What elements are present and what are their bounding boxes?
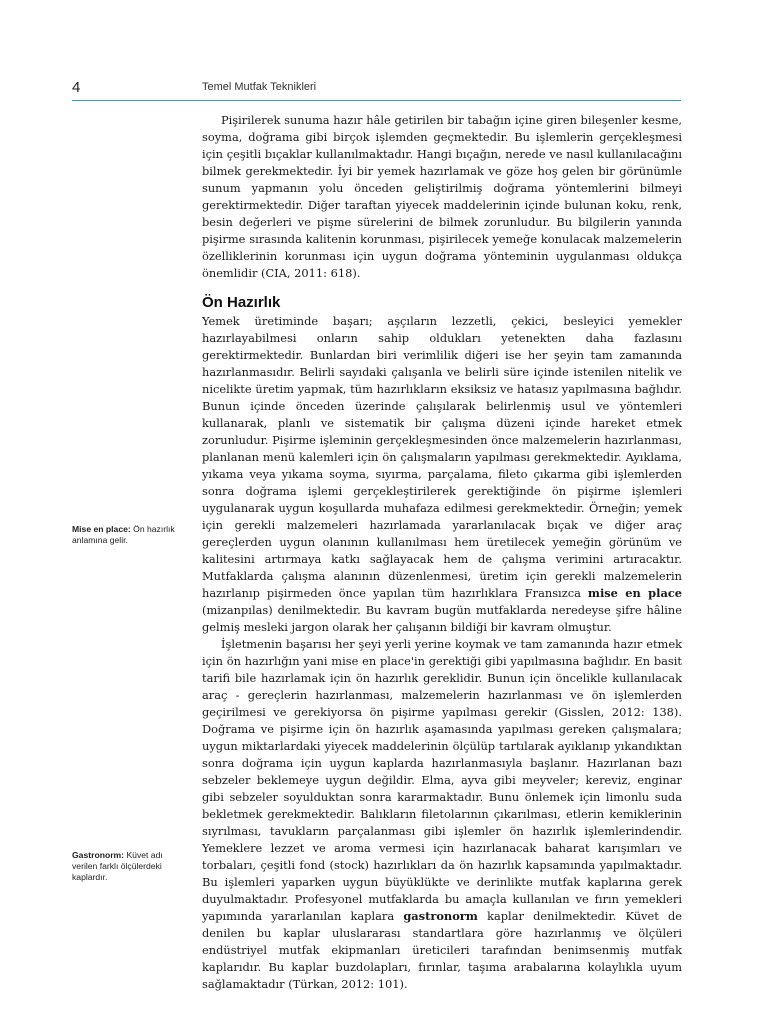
page-number: 4 xyxy=(72,79,81,96)
sidenote-text: Ön hazırlık anlamına gelir. xyxy=(72,524,175,545)
header-rule xyxy=(72,100,681,101)
sidenote-gastronorm xyxy=(72,850,177,883)
sidenote-mise-en-place xyxy=(72,524,177,546)
paragraph-text: kaplar denilmektedir. Küvet de denilen bu kaplar uluslararası standartlara göre hazırlanmış ve ölçüleri endüstriyel mutfak ekipmanları üreticileri tarafından benimsenmiş mutfak kaplarıdır. Bu kaplar buzdolapları, fırınlar, taşıma arabalarına kolaylıkla uyum sağlamaktadır (Türkan, 2012: 101). xyxy=(202,909,683,991)
term-gastronorm: gastronorm xyxy=(403,909,478,923)
paragraph-text: (mizanpılas) denilmektedir. Bu kavram bugün mutfaklarda neredeyse şifre hâline gelmiş mesleki jargon olarak her çalışanın bildiği bir kavram olmuştur. xyxy=(202,603,682,634)
running-title: Temel Mutfak Teknikleri xyxy=(202,81,317,93)
term-mise-en-place: mise en place xyxy=(587,586,683,600)
sidenote-text: Küvet adı verilen farklı ölçülerdeki kaplardır. xyxy=(72,850,163,882)
section-paragraph-2 xyxy=(202,636,682,993)
section-heading: Ön Hazırlık xyxy=(202,294,281,311)
paragraph-text: Yemek üretiminde başarı; aşçıların lezzetli, çekici, besleyici yemekler hazırlayabilmesi onların sahip oldukları yetenekten daha fazlasını gerektirmektedir. Bunlardan biri verimlilik diğeri ise her şeyin tam zamanında hazırlanmasıdır. Belirli sayıdaki çalışanla ve belirli süre içinde istenilen nitelik ve nicelikte üretim yapmak, tüm hazırlıkların eksiksiz ve hatasız yapılmasına bağlıdır. Bunun içinde önceden üzerinde çalışılarak belirlenmiş usul ve yöntemleri kullanarak, planlı ve sistematik bir çalışma düzeni içinde hareket etmek zorunludur. Pişirme işleminin gerçekleşmesinden önce malzemelerin hazırlanması, planlanan menü kalemleri için ön çalışmaların yapılması gerekmektedir. Ayıklama, yıkama veya yıkama soyma, sıyırma, parçalama, fileto çıkarma gibi işlemlerden sonra doğrama işlemi gerçekleştirilerek gerektiğinde ön pişirme işlemleri uygulanarak uygun koşullarda muhafaza edilmesi gerekmektedir. Örneğin; yemek için gerekli malzemeleri hazırlamada yararlanılacak bıçak ve diğer araç gereçlerden uygun olanının kullanılması hem üretilecek yemeğin görünüm ve kalitesini artırmaya katkı sağlayacak hem de çalışma verimini artıracaktır. Mutfaklarda çalışma alanının düzenlenmesi, üretim için gerekli malzemelerin hazırlanıp pişirmeden önce yapılan tüm hazırlıklara Fransızca xyxy=(202,314,682,600)
sidenote-term: Mise en place: xyxy=(72,524,131,534)
intro-paragraph: Pişirilerek sunuma hazır hâle getirilen bir tabağın içine giren bileşenler kesme, soyma, doğrama gibi birçok işlemden geçmektedir. Bu işlemlerin gerçekleşmesi için çeşitli bıçaklar kullanılmaktadır. Hangi bıçağın, nerede ve nasıl kullanılacağını bilmek gerekmektedir. İyi bir yemek hazırlamak ve göze hoş gelen bir görünümle sunum yapmanın yolu önceden geliştirilmiş doğrama yöntemlerini bilmeyi gerektirmektedir. Diğer taraftan yiyecek maddelerinin içinde bulunan koku, renk, besin değerleri ve pişme sürelerini de bilmek zorunludur. Bu bilgilerin yanında pişirme sırasında kalitenin korunması, pişirilecek yemeğe konulacak malzemelerin özelliklerinin korunması için uygun doğrama yönteminin uygulanması oldukça önemlidir (CIA, 2011: 618). xyxy=(202,113,682,280)
paragraph-text: İşletmenin başarısı her şeyi yerli yerine koymak ve tam zamanında hazır etmek için ön hazırlığın yani mise en place'in gerektiği gibi yapılmasına bağlıdır. En basit tarifi bile hazırlamak için ön hazırlık gereklidir. Bunun için öncelikle kullanılacak araç - gereçlerin hazırlanması, malzemelerin hazırlanması ve ön işlemlerden geçirilmesi ve gerekiyorsa ön pişirme yapılması gerekir (Gisslen, 2012: 138). Doğrama ve pişirme için ön hazırlık aşamasında yapılması gereken çalışmalara; uygun miktarlardaki yiyecek maddelerinin ölçülüp tartılarak ayıklanıp yıkandıktan sonra doğrama için uygun kaplarda hazırlanmasıyla başlanır. Hazırlanan bazı sebzeler beklemeye uygun değildir. Elma, ayva gibi meyveler; kereviz, enginar gibi sebzeler soyulduktan sonra kararmaktadır. Bunu önlemek için limonlu suda bekletmek gerekmektedir. Balıkların filetolarının çıkarılması, etlerin kemiklerinin sıyrılması, tavukların parçalanması gibi işlemler ön hazırlık işlemlerindendir. Yemeklere lezzet ve aroma vermesi için hazırlanacak baharat karışımları ve torbaları, çeşitli fond (stock) hazırlıkları da ön hazırlık kapsamında yapılmaktadır. Bu işlemleri yaparken uygun büyüklükte ve derinlikte mutfak kaplarına gerek duyulmaktadır. Profesyonel mutfaklarda bu amaçla kullanılan ve fırın yemekleri yapımında yararlanılan kaplara xyxy=(202,637,682,923)
section-paragraph-1 xyxy=(202,313,682,636)
sidenote-term: Gastronorm: xyxy=(72,850,125,860)
main-text-column xyxy=(202,112,682,993)
